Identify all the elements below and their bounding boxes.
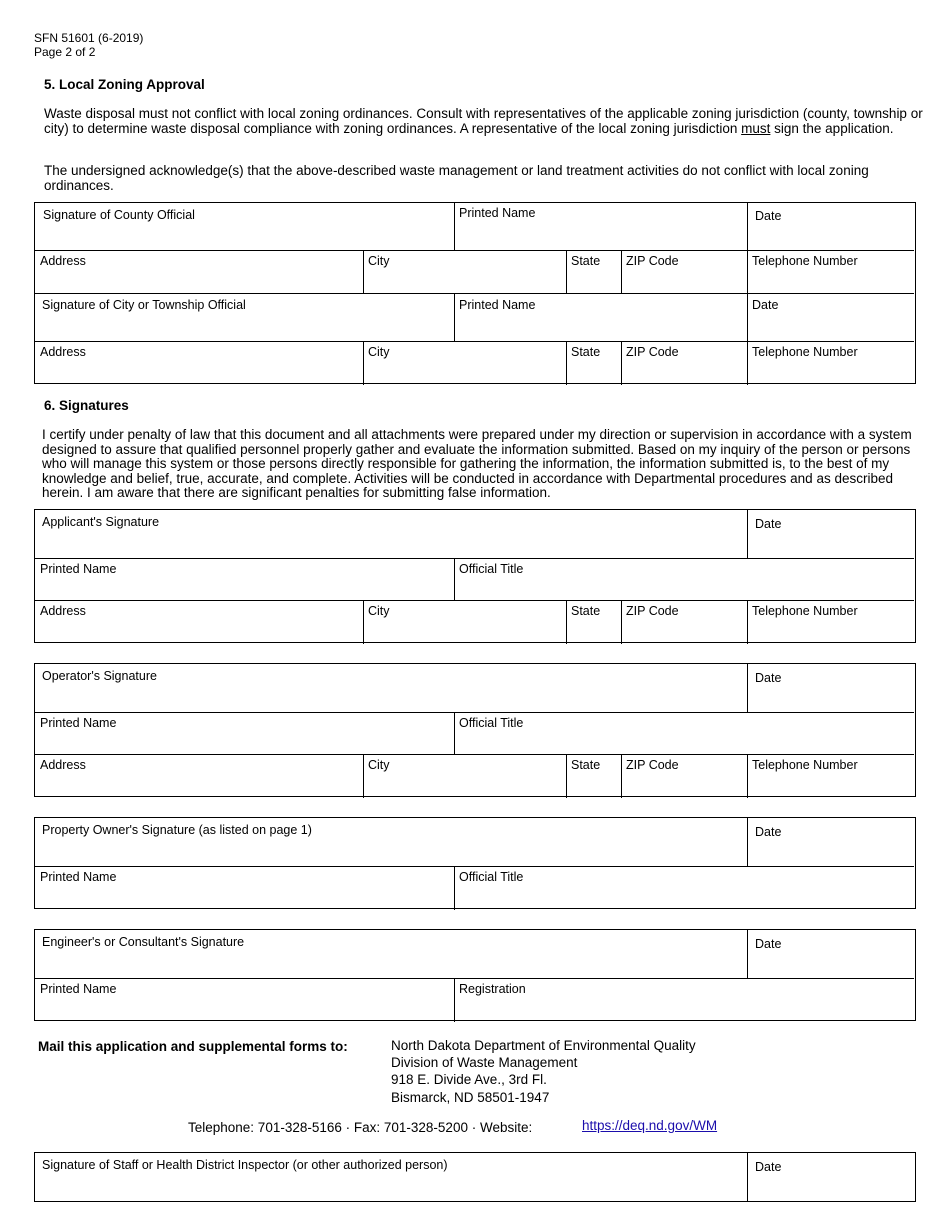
field-label: State bbox=[571, 758, 601, 772]
engineer-signature-field[interactable] bbox=[35, 930, 747, 978]
property-owner-signature-field[interactable] bbox=[35, 818, 747, 866]
applicant-signature-table bbox=[34, 509, 916, 643]
form-id: SFN 51601 (6-2019) bbox=[34, 31, 144, 45]
field-label: Telephone Number bbox=[752, 604, 858, 618]
operator-official-title-field[interactable] bbox=[454, 711, 914, 754]
field-label: ZIP Code bbox=[626, 758, 679, 772]
county-date-field[interactable] bbox=[747, 204, 914, 250]
field-label: Telephone Number bbox=[752, 345, 858, 359]
field-label: Official Title bbox=[459, 562, 524, 576]
field-label: ZIP Code bbox=[626, 345, 679, 359]
section-5-paragraph-1 bbox=[44, 107, 926, 136]
property-owner-printed-name-field[interactable] bbox=[35, 865, 454, 908]
county-state-field[interactable] bbox=[566, 249, 621, 293]
field-label: Printed Name bbox=[459, 206, 536, 220]
operator-zip-field[interactable] bbox=[621, 753, 747, 797]
engineer-signature-table bbox=[34, 929, 916, 1021]
county-address-field[interactable] bbox=[35, 249, 363, 293]
para-text-end: sign the application. bbox=[770, 120, 894, 136]
applicant-official-title-field[interactable] bbox=[454, 557, 914, 600]
city-state-field[interactable] bbox=[566, 340, 621, 384]
field-label: Address bbox=[40, 345, 86, 359]
certification-paragraph: I certify under penalty of law that this document and all attachments were prepared under my direction or supervision in accordance with a system designed to assure that qualified personnel properly gather and evaluate the information submitted. Based on my inquiry of the person or persons who will manage this system or those persons directly responsible for gathering the information, the information submitted is, to the best of my knowledge and belief, true, accurate, and complete. Activities will be conducted in accordance with Departmental procedures and as described herein. I am aware that there are significant penalties for submitting false information. bbox=[42, 427, 912, 501]
mail-to-label: Mail this application and supplemental forms to: bbox=[38, 1039, 348, 1054]
field-label: Property Owner's Signature (as listed on page 1) bbox=[42, 823, 312, 837]
field-label: Date bbox=[755, 937, 782, 951]
operator-date-field[interactable] bbox=[747, 666, 914, 712]
applicant-city-field[interactable] bbox=[363, 599, 566, 643]
field-label: Date bbox=[755, 1160, 782, 1174]
address-line: North Dakota Department of Environmental Quality bbox=[391, 1038, 696, 1053]
section-6-title: 6. Signatures bbox=[44, 398, 129, 413]
website-link[interactable]: https://deq.nd.gov/WM bbox=[582, 1118, 718, 1133]
city-city-field[interactable] bbox=[363, 340, 566, 384]
field-label: Printed Name bbox=[40, 870, 117, 884]
property-owner-signature-table bbox=[34, 817, 916, 909]
operator-state-field[interactable] bbox=[566, 753, 621, 797]
page-number: Page 2 of 2 bbox=[34, 45, 96, 59]
section-5-title: 5. Local Zoning Approval bbox=[44, 77, 205, 92]
field-label: Registration bbox=[459, 982, 526, 996]
county-official-signature-field[interactable] bbox=[35, 203, 454, 250]
field-label: Address bbox=[40, 758, 86, 772]
applicant-date-field[interactable] bbox=[747, 512, 914, 558]
property-owner-date-field[interactable] bbox=[747, 820, 914, 866]
field-label: City bbox=[368, 758, 390, 772]
field-label: Printed Name bbox=[459, 298, 536, 312]
city-official-signature-field[interactable] bbox=[35, 293, 454, 341]
engineer-registration-field[interactable] bbox=[454, 977, 914, 1020]
field-label: Official Title bbox=[459, 870, 524, 884]
field-label: ZIP Code bbox=[626, 254, 679, 268]
address-line: Division of Waste Management bbox=[391, 1055, 578, 1071]
applicant-address-field[interactable] bbox=[35, 599, 363, 643]
city-date-field[interactable] bbox=[747, 293, 914, 341]
field-label: State bbox=[571, 254, 601, 268]
applicant-signature-field[interactable] bbox=[35, 510, 747, 558]
field-label: Applicant's Signature bbox=[42, 515, 160, 529]
operator-printed-name-field[interactable] bbox=[35, 711, 454, 754]
city-telephone-field[interactable] bbox=[747, 340, 914, 384]
field-label: City bbox=[368, 604, 390, 618]
county-zip-field[interactable] bbox=[621, 249, 747, 293]
field-label: Printed Name bbox=[40, 562, 117, 576]
field-label: Address bbox=[40, 254, 86, 268]
staff-signature-table bbox=[34, 1152, 916, 1202]
field-label: Date bbox=[755, 517, 782, 531]
operator-address-field[interactable] bbox=[35, 753, 363, 797]
city-address-field[interactable] bbox=[35, 340, 363, 384]
field-label: State bbox=[571, 604, 601, 618]
city-printed-name-field[interactable] bbox=[454, 293, 747, 341]
field-label: ZIP Code bbox=[626, 604, 679, 618]
contact-line: Telephone: 701-328-5166 · Fax: 701-328-5200 · Website: bbox=[188, 1120, 533, 1135]
operator-telephone-field[interactable] bbox=[747, 753, 914, 797]
field-label: Telephone Number bbox=[752, 254, 858, 268]
field-label: Date bbox=[755, 671, 782, 685]
field-label: Signature of Staff or Health District Inspector (or other authorized person) bbox=[42, 1158, 448, 1172]
address-line: 918 E. Divide Ave., 3rd Fl. bbox=[391, 1072, 547, 1088]
field-label: Printed Name bbox=[40, 982, 117, 996]
field-label: Operator's Signature bbox=[42, 669, 157, 683]
field-label: Engineer's or Consultant's Signature bbox=[42, 935, 245, 949]
operator-city-field[interactable] bbox=[363, 753, 566, 797]
field-label: Date bbox=[755, 209, 782, 223]
address-line: Bismarck, ND 58501-1947 bbox=[391, 1089, 550, 1105]
must-emphasis: must bbox=[741, 120, 771, 136]
engineer-date-field[interactable] bbox=[747, 932, 914, 978]
applicant-telephone-field[interactable] bbox=[747, 599, 914, 643]
county-telephone-field[interactable] bbox=[747, 249, 914, 293]
field-label: Date bbox=[755, 825, 782, 839]
applicant-printed-name-field[interactable] bbox=[35, 557, 454, 600]
staff-date-field[interactable] bbox=[747, 1155, 914, 1201]
staff-signature-field[interactable] bbox=[35, 1153, 747, 1201]
operator-signature-field[interactable] bbox=[35, 664, 747, 712]
zoning-signature-table bbox=[34, 202, 916, 384]
para-text: Waste disposal must not conflict with local zoning ordinances. Consult with representatives of the applicable zoning jurisdiction (county, township or city) to determine waste disposal compliance with zoning ordinances. A representative of the local zoning jurisdiction bbox=[44, 106, 923, 136]
county-city-field[interactable] bbox=[363, 249, 566, 293]
mailing-address bbox=[391, 1037, 696, 1106]
applicant-state-field[interactable] bbox=[566, 599, 621, 643]
field-label: City bbox=[368, 345, 390, 359]
county-printed-name-field[interactable] bbox=[454, 201, 747, 250]
field-label: Address bbox=[40, 604, 86, 618]
field-label: Printed Name bbox=[40, 716, 117, 730]
field-label: Official Title bbox=[459, 716, 524, 730]
field-label: Telephone Number bbox=[752, 758, 858, 772]
applicant-zip-field[interactable] bbox=[621, 599, 747, 643]
operator-signature-table bbox=[34, 663, 916, 797]
city-zip-field[interactable] bbox=[621, 340, 747, 384]
field-label: Signature of City or Township Official bbox=[42, 298, 246, 312]
field-label: Date bbox=[752, 298, 779, 312]
field-label: City bbox=[368, 254, 390, 268]
field-label: State bbox=[571, 345, 601, 359]
engineer-printed-name-field[interactable] bbox=[35, 977, 454, 1020]
section-5-paragraph-2: The undersigned acknowledge(s) that the above-described waste management or land treatment activities do not conflict with local zoning ordinances. bbox=[44, 163, 869, 193]
property-owner-official-title-field[interactable] bbox=[454, 865, 914, 908]
field-label: Signature of County Official bbox=[43, 208, 195, 222]
